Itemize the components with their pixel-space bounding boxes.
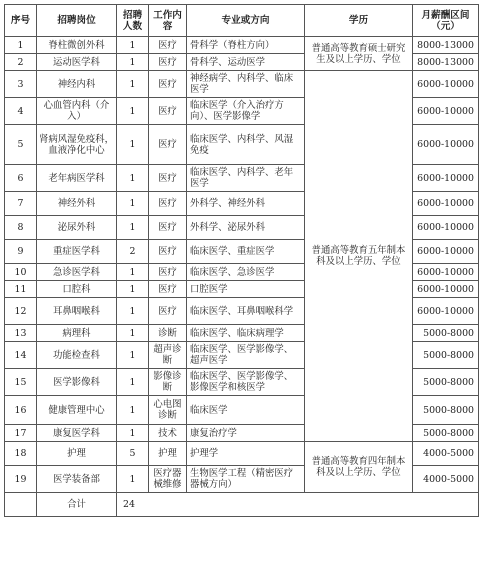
header-education: 学历 <box>305 5 413 37</box>
position-cell: 心血管内科（介入） <box>37 98 117 125</box>
education-cell: 普通高等教育五年制本科及以上学历、学位 <box>305 71 413 442</box>
count-cell: 2 <box>117 240 149 264</box>
header-content: 工作内容 <box>149 5 187 37</box>
position-cell: 泌尿外科 <box>37 216 117 240</box>
count-cell: 1 <box>117 165 149 192</box>
position-cell: 健康管理中心 <box>37 396 117 425</box>
count-cell: 1 <box>117 264 149 281</box>
seq-cell: 17 <box>5 425 37 442</box>
major-cell: 临床医学、内科学、老年医学 <box>187 165 305 192</box>
count-cell: 1 <box>117 281 149 298</box>
table-row <box>5 37 479 54</box>
content-cell: 医疗 <box>149 281 187 298</box>
position-cell: 医学装备部 <box>37 466 117 493</box>
major-cell: 临床医学、医学影像学、影像医学和核医学 <box>187 369 305 396</box>
content-cell: 医疗 <box>149 37 187 54</box>
salary-cell: 6000-10000 <box>413 192 479 216</box>
position-cell: 神经内科 <box>37 71 117 98</box>
position-cell: 急诊医学科 <box>37 264 117 281</box>
header-count: 招聘人数 <box>117 5 149 37</box>
content-cell: 医疗 <box>149 165 187 192</box>
content-cell: 医疗 <box>149 54 187 71</box>
content-cell: 影像诊断 <box>149 369 187 396</box>
major-cell: 骨科学（脊柱方向） <box>187 37 305 54</box>
major-cell: 临床医学、急诊医学 <box>187 264 305 281</box>
count-cell: 1 <box>117 37 149 54</box>
major-cell: 临床医学 <box>187 396 305 425</box>
salary-cell: 6000-10000 <box>413 165 479 192</box>
major-cell: 护理学 <box>187 442 305 466</box>
position-cell: 康复医学科 <box>37 425 117 442</box>
major-cell: 生物医学工程（精密医疗器械方向） <box>187 466 305 493</box>
salary-cell: 6000-10000 <box>413 216 479 240</box>
total-label: 合计 <box>37 493 117 517</box>
count-cell: 1 <box>117 425 149 442</box>
content-cell: 医疗 <box>149 98 187 125</box>
count-cell: 1 <box>117 342 149 369</box>
major-cell: 临床医学、医学影像学、超声医学 <box>187 342 305 369</box>
count-cell: 1 <box>117 466 149 493</box>
salary-cell: 5000-8000 <box>413 369 479 396</box>
major-cell: 外科学、神经外科 <box>187 192 305 216</box>
header-salary: 月薪酬区间（元） <box>413 5 479 37</box>
position-cell: 功能检查科 <box>37 342 117 369</box>
count-cell: 1 <box>117 396 149 425</box>
education-cell: 普通高等教育四年制本科及以上学历、学位 <box>305 442 413 493</box>
seq-cell: 8 <box>5 216 37 240</box>
total-row <box>5 493 479 517</box>
header-position: 招聘岗位 <box>37 5 117 37</box>
count-cell: 1 <box>117 71 149 98</box>
position-cell: 老年病医学科 <box>37 165 117 192</box>
salary-cell: 5000-8000 <box>413 425 479 442</box>
count-cell: 1 <box>117 54 149 71</box>
content-cell: 心电图诊断 <box>149 396 187 425</box>
table-row <box>5 71 479 98</box>
major-cell: 临床医学、耳鼻咽喉科学 <box>187 298 305 325</box>
salary-cell: 8000-13000 <box>413 54 479 71</box>
position-cell: 护理 <box>37 442 117 466</box>
content-cell: 医疗 <box>149 71 187 98</box>
position-cell: 肾病风湿免疫科，血液净化中心 <box>37 125 117 165</box>
salary-cell: 5000-8000 <box>413 325 479 342</box>
seq-cell: 12 <box>5 298 37 325</box>
seq-cell: 6 <box>5 165 37 192</box>
content-cell: 医疗 <box>149 125 187 165</box>
major-cell: 临床医学、内科学、风湿免疫 <box>187 125 305 165</box>
seq-cell: 7 <box>5 192 37 216</box>
seq-cell: 16 <box>5 396 37 425</box>
seq-cell: 14 <box>5 342 37 369</box>
count-cell: 1 <box>117 98 149 125</box>
major-cell: 临床医学、临床病理学 <box>187 325 305 342</box>
seq-cell: 9 <box>5 240 37 264</box>
position-cell: 运动医学科 <box>37 54 117 71</box>
major-cell: 临床医学（介入治疗方向）、医学影像学 <box>187 98 305 125</box>
salary-cell: 6000-10000 <box>413 281 479 298</box>
header-seq: 序号 <box>5 5 37 37</box>
content-cell: 超声诊断 <box>149 342 187 369</box>
major-cell: 口腔医学 <box>187 281 305 298</box>
table-row <box>5 442 479 466</box>
total-empty-cell <box>5 493 37 517</box>
major-cell: 康复治疗学 <box>187 425 305 442</box>
seq-cell: 15 <box>5 369 37 396</box>
seq-cell: 10 <box>5 264 37 281</box>
position-cell: 病理科 <box>37 325 117 342</box>
count-cell: 1 <box>117 325 149 342</box>
major-cell: 神经病学、内科学、临床医学 <box>187 71 305 98</box>
major-cell: 骨科学、运动医学 <box>187 54 305 71</box>
header-row <box>5 5 479 37</box>
salary-cell: 6000-10000 <box>413 125 479 165</box>
seq-cell: 5 <box>5 125 37 165</box>
seq-cell: 13 <box>5 325 37 342</box>
major-cell: 临床医学、重症医学 <box>187 240 305 264</box>
count-cell: 1 <box>117 369 149 396</box>
position-cell: 神经外科 <box>37 192 117 216</box>
content-cell: 技术 <box>149 425 187 442</box>
seq-cell: 3 <box>5 71 37 98</box>
count-cell: 5 <box>117 442 149 466</box>
count-cell: 1 <box>117 192 149 216</box>
total-value: 24 <box>117 493 479 517</box>
salary-cell: 6000-10000 <box>413 240 479 264</box>
recruitment-table <box>4 4 479 517</box>
seq-cell: 1 <box>5 37 37 54</box>
seq-cell: 2 <box>5 54 37 71</box>
salary-cell: 4000-5000 <box>413 466 479 493</box>
position-cell: 脊柱微创外科 <box>37 37 117 54</box>
content-cell: 医疗 <box>149 264 187 281</box>
seq-cell: 18 <box>5 442 37 466</box>
salary-cell: 5000-8000 <box>413 342 479 369</box>
position-cell: 医学影像科 <box>37 369 117 396</box>
content-cell: 护理 <box>149 442 187 466</box>
seq-cell: 11 <box>5 281 37 298</box>
salary-cell: 6000-10000 <box>413 264 479 281</box>
count-cell: 1 <box>117 298 149 325</box>
salary-cell: 6000-10000 <box>413 298 479 325</box>
position-cell: 耳鼻咽喉科 <box>37 298 117 325</box>
salary-cell: 4000-5000 <box>413 442 479 466</box>
salary-cell: 5000-8000 <box>413 396 479 425</box>
count-cell: 1 <box>117 216 149 240</box>
content-cell: 医疗器械维修 <box>149 466 187 493</box>
content-cell: 诊断 <box>149 325 187 342</box>
content-cell: 医疗 <box>149 240 187 264</box>
content-cell: 医疗 <box>149 216 187 240</box>
salary-cell: 8000-13000 <box>413 37 479 54</box>
count-cell: 1 <box>117 125 149 165</box>
seq-cell: 19 <box>5 466 37 493</box>
seq-cell: 4 <box>5 98 37 125</box>
salary-cell: 6000-10000 <box>413 98 479 125</box>
position-cell: 重症医学科 <box>37 240 117 264</box>
salary-cell: 6000-10000 <box>413 71 479 98</box>
position-cell: 口腔科 <box>37 281 117 298</box>
education-cell: 普通高等教育硕士研究生及以上学历、学位 <box>305 37 413 71</box>
header-major: 专业或方向 <box>187 5 305 37</box>
content-cell: 医疗 <box>149 298 187 325</box>
major-cell: 外科学、泌尿外科 <box>187 216 305 240</box>
content-cell: 医疗 <box>149 192 187 216</box>
